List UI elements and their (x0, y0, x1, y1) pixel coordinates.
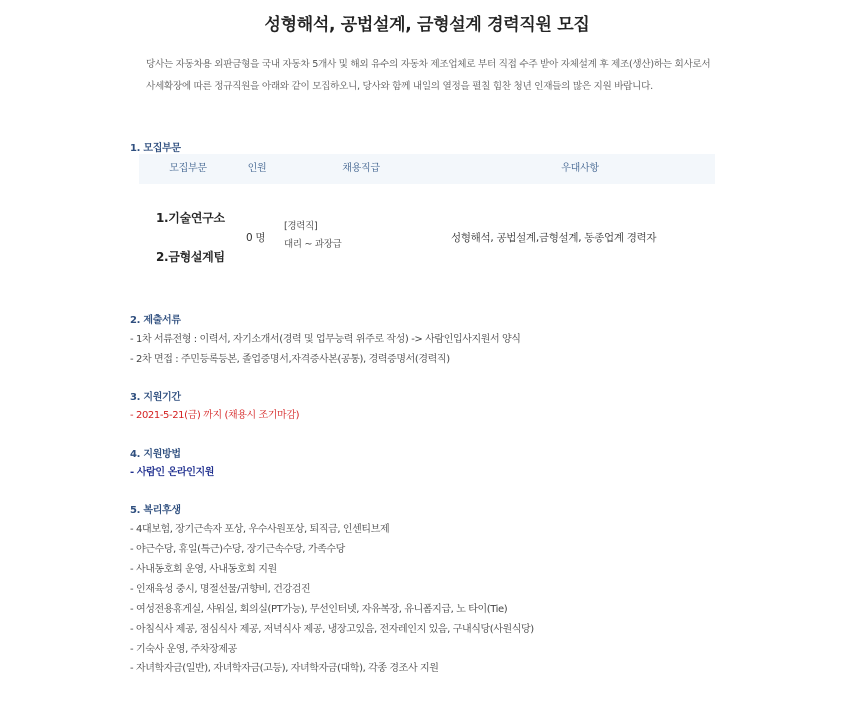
section-heading-welfare: 5. 복리후생 (130, 505, 181, 516)
section-heading-method: 4. 지원방법 (130, 449, 181, 460)
welfare-item: - 야근수당, 휴일(특근)수당, 장기근속수당, 가족수당 (130, 544, 345, 555)
method-text: - 사람인 온라인지원 (130, 467, 214, 478)
deadline-text: - 2021-5-21(금) 까지 (채용시 조기마감) (130, 410, 300, 421)
col-header-preference: 우대사항 (561, 163, 599, 174)
grade-range: 대리 ~ 과장급 (284, 239, 342, 250)
dept-tech-lab: 1.기술연구소 (156, 211, 225, 225)
welfare-item: - 인재육성 중시, 명절선물/귀향비, 건강검진 (130, 584, 311, 595)
welfare-item: - 기숙사 운영, 주차장제공 (130, 644, 237, 655)
intro-paragraph: 당사는 자동차용 외판금형을 국내 자동차 5개사 및 해외 유수의 자동차 제조업체로 부터 직접 수주 받아 자체설계 후 제조(생산)하는 회사로서 사세확장에 따른 정규직원을 아래와 같이 모집하오니, 당사와 함께 내일의 열정을 펼칠 힘찬 청년 인재들의 많은 지원 바랍니다. (146, 59, 711, 92)
headcount-value: 0 명 (246, 232, 266, 244)
welfare-item: - 아침식사 제공, 점심식사 제공, 저녁식사 제공, 냉장고있음, 전자레인지 있음, 구내식당(사원식당) (130, 624, 534, 635)
welfare-item: - 4대보험, 장기근속자 포상, 우수사원포상, 퇴직금, 인센티브제 (130, 524, 390, 535)
welfare-item: - 사내동호회 운영, 사내동호회 지원 (130, 564, 277, 575)
col-header-headcount: 인원 (247, 163, 267, 174)
welfare-item: - 자녀학자금(일반), 자녀학자금(고등), 자녀학자금(대학), 각종 경조사 지원 (130, 663, 439, 674)
preference-value: 성형해석, 공법설계,금형설계, 동종업계 경력자 (451, 232, 657, 244)
col-header-dept: 모집부문 (169, 163, 207, 174)
grade-type: [경력직] (284, 221, 318, 232)
section-heading-recruit: 1. 모집부문 (130, 143, 181, 154)
section-heading-documents: 2. 제출서류 (130, 315, 181, 326)
col-header-grade: 채용직급 (342, 163, 380, 174)
documents-item: - 2차 면접 : 주민등록등본, 졸업증명서,자격증사본(공통), 경력증명서(경력직) (130, 354, 450, 365)
page-title: 성형해석, 공법설계, 금형설계 경력직원 모집 (264, 15, 590, 35)
documents-item: - 1차 서류전형 : 이력서, 자기소개서(경력 및 업무능력 위주로 작성) -> 사람인입사지원서 양식 (130, 334, 521, 345)
section-heading-period: 3. 지원기간 (130, 392, 181, 403)
welfare-item: - 여성전용휴게실, 샤워실, 회의실(PT가능), 무선인터넷, 자유복장, 유니폼지급, 노 타이(Tie) (130, 604, 508, 615)
recruit-table-header (139, 154, 715, 184)
dept-die-design: 2.금형설계팀 (156, 250, 225, 264)
